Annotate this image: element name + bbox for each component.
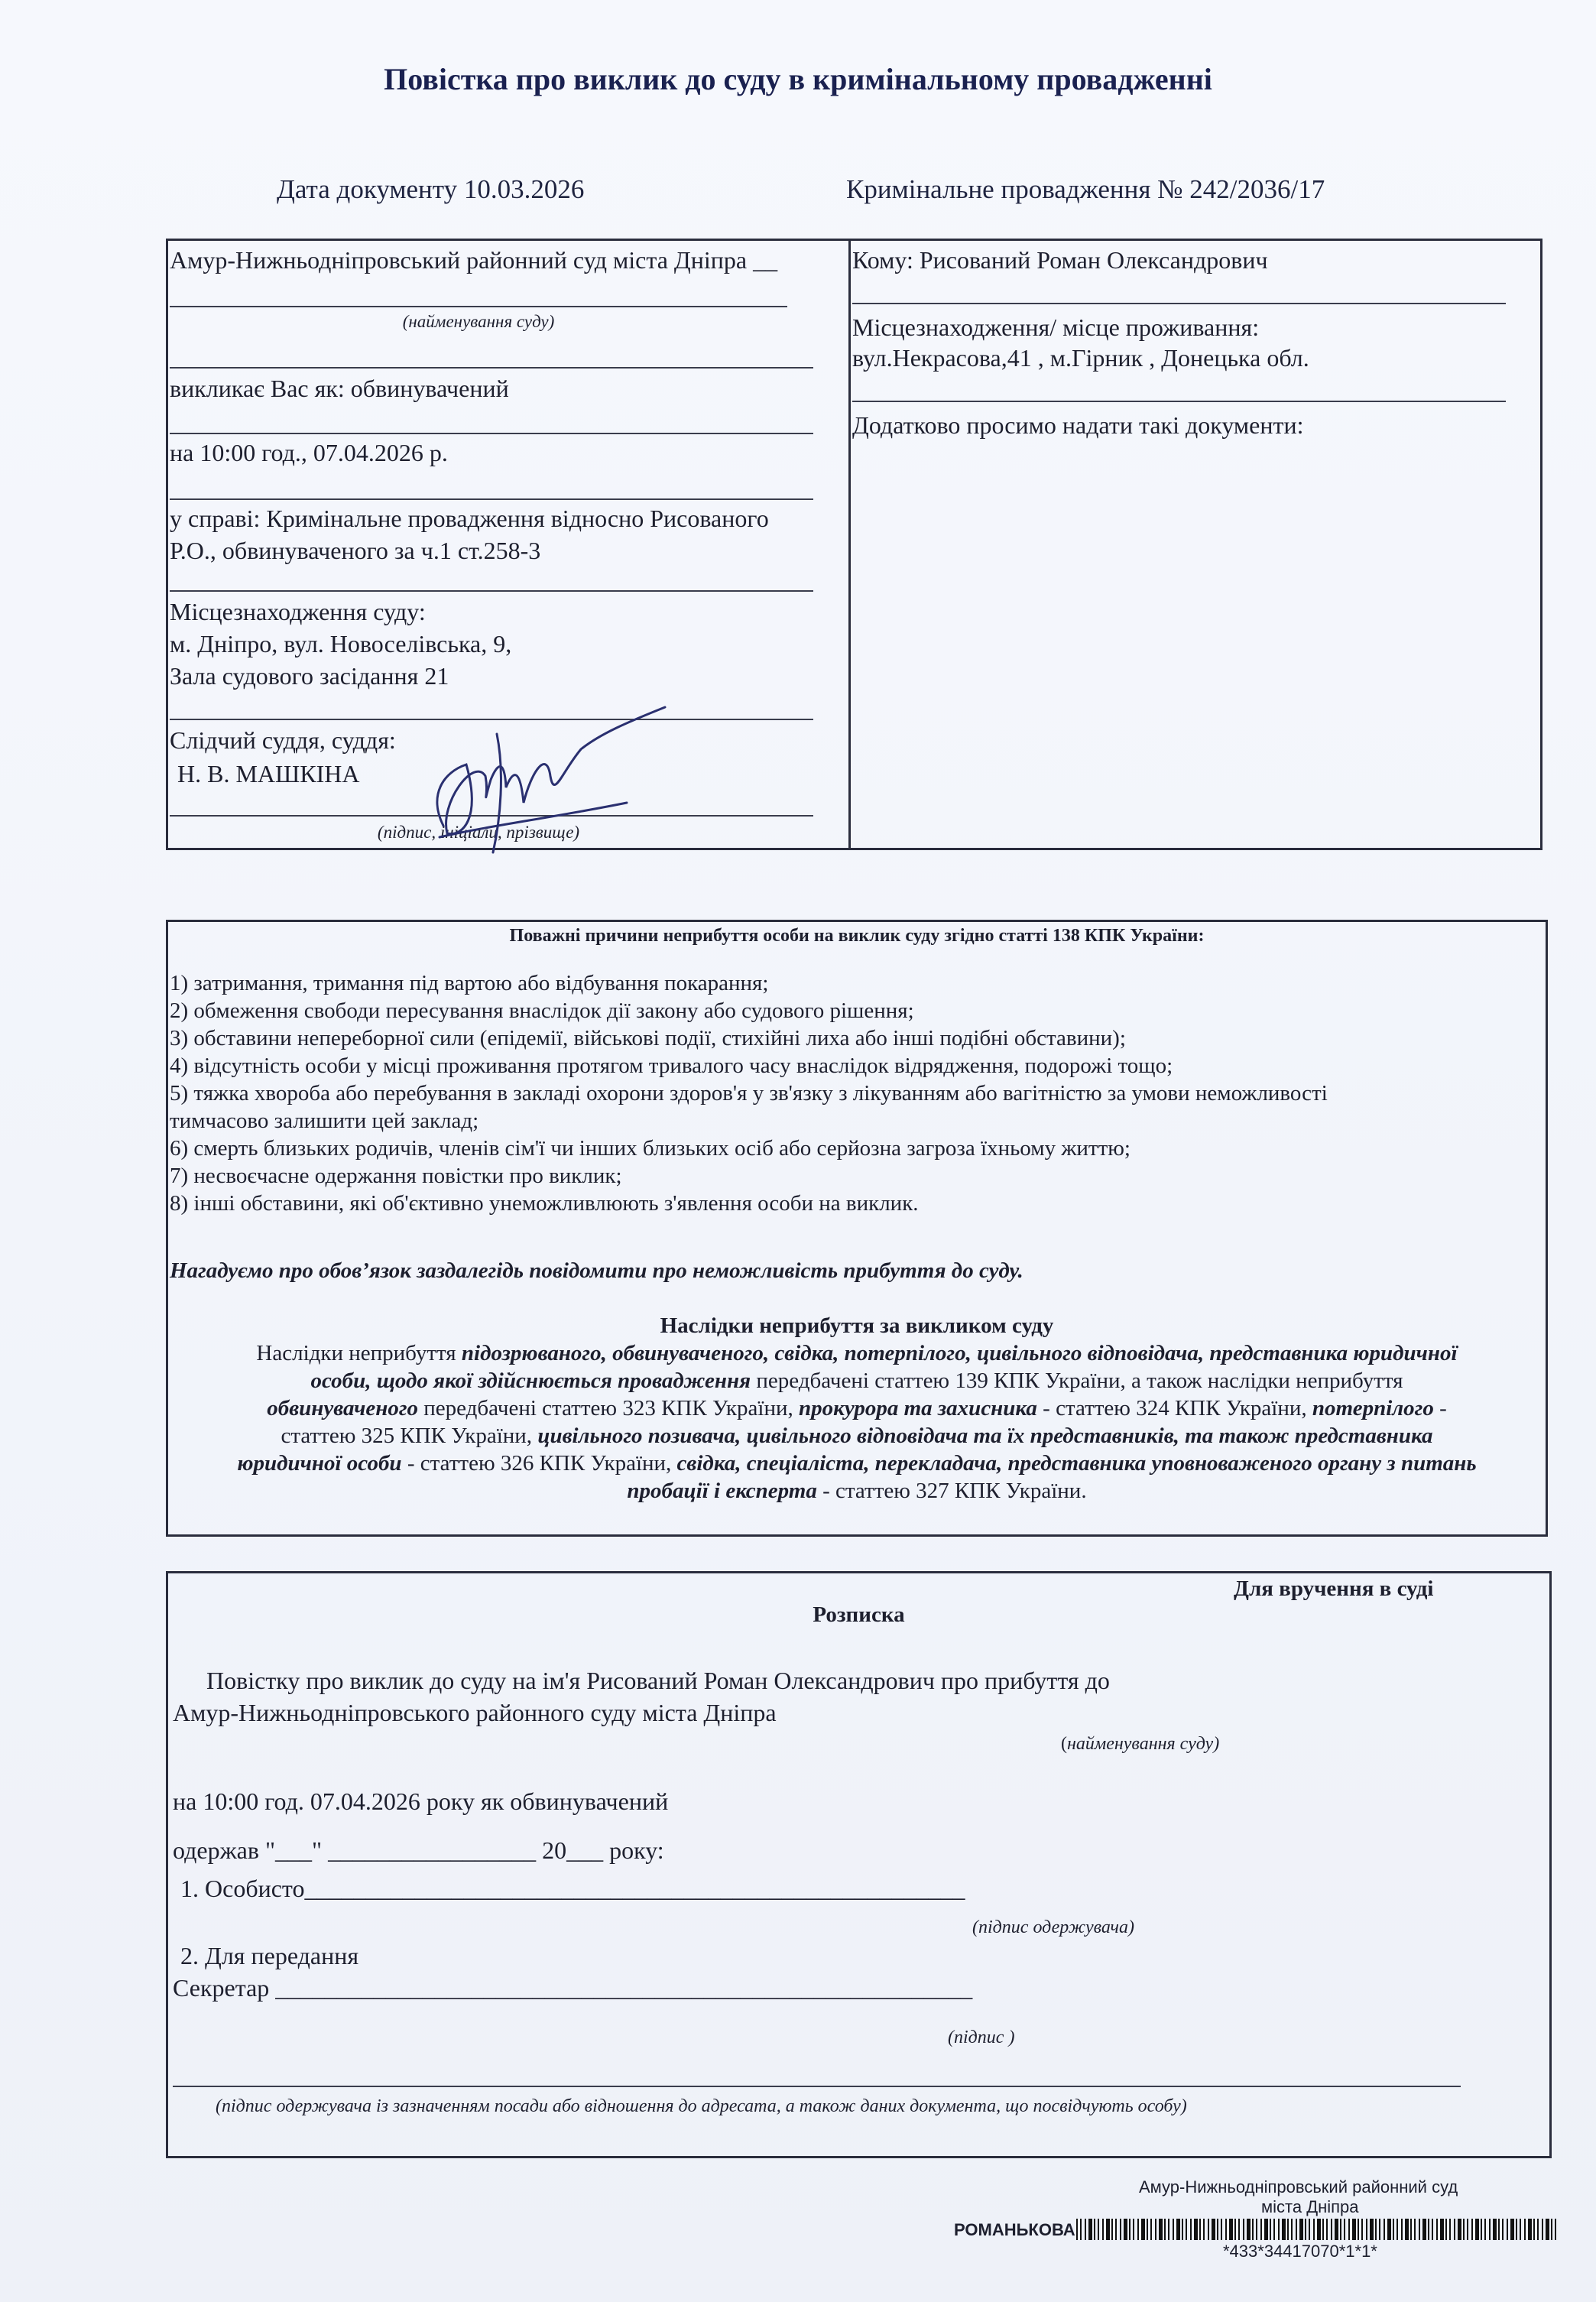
barcode-bar [1243, 2219, 1244, 2240]
court-location-address: м. Дніпро, вул. Новоселівська, 9, [170, 630, 512, 657]
reason-item: 8) інші обставини, які об'єктивно унеможливлюють з'явлення особи на виклик. [170, 1191, 919, 1216]
personal-signature-line: 1. Особисто______________________________________________________ [180, 1875, 965, 1902]
barcode-bar [1190, 2219, 1192, 2240]
barcode-bar [1370, 2219, 1374, 2240]
reason-item: 5) тяжка хвороба або перебування в закладі охорони здоров'я у зв'язку з лікуванням або вагітністю за умови неможливості [170, 1081, 1328, 1106]
barcode-bar [1217, 2219, 1218, 2240]
text-run: підозрюваного, обвинуваченого, свідка, потерпілого, цивільного відповідача, представника юридичної [461, 1341, 1458, 1365]
barcode-bar [1533, 2219, 1535, 2240]
barcode-bar [1555, 2219, 1556, 2240]
rule [170, 590, 813, 592]
barcode-bar [1080, 2219, 1082, 2240]
consequences-title: Наслідки неприбуття за викликом суду [660, 1313, 1054, 1338]
barcode-bar [1299, 2219, 1303, 2240]
barcode-bar [1410, 2219, 1412, 2240]
barcode-bar [1203, 2219, 1205, 2240]
document-title: Повістка про виклик до суду в кримінальному провадженні [384, 62, 1212, 96]
barcode-bar [1150, 2219, 1152, 2240]
barcode-bar [1252, 2219, 1254, 2240]
rule [170, 433, 813, 434]
barcode-bar [1393, 2219, 1394, 2240]
barcode-bar [1467, 2219, 1468, 2240]
hearing-time: на 10:00 год., 07.04.2026 р. [170, 439, 448, 466]
barcode-bar [1458, 2219, 1461, 2240]
barcode-bar [1194, 2219, 1198, 2240]
barcode-bar [1358, 2219, 1359, 2240]
recipient: Кому: Рисований Роман Олександрович [852, 246, 1268, 274]
barcode-bar [1094, 2219, 1095, 2240]
barcode-bar [1098, 2219, 1099, 2240]
consequences-text [170, 1339, 1544, 1505]
barcode-bar [1493, 2219, 1497, 2240]
rule [173, 2086, 1461, 2087]
text-run: - статтею 324 КПК України, [1036, 1396, 1312, 1420]
receipt-line-2: Амур-Нижньодніпровського районного суду міста Дніпра [173, 1699, 777, 1726]
barcode-bar [1085, 2219, 1086, 2240]
barcode-bar [1507, 2219, 1508, 2240]
barcode-bar [1111, 2219, 1113, 2240]
barcode-bar [1260, 2219, 1262, 2240]
barcode-bar [1296, 2219, 1297, 2240]
barcode-bar [1186, 2219, 1187, 2240]
for-court-label: Для вручення в суді [1234, 1576, 1434, 1601]
barcode-bar [1542, 2219, 1543, 2240]
barcode-bar [1405, 2219, 1409, 2240]
barcode-bar [1422, 2219, 1426, 2240]
reason-item: 4) відсутність особи у місці проживання протягом тривалого часу внаслідок відрядження, подорожі тощо; [170, 1054, 1173, 1078]
secretary-signature-line: Секретар _________________________________________________________ [173, 1974, 973, 2002]
barcode-bar [1510, 2219, 1514, 2240]
case-line-2: Р.О., обвинуваченого за ч.1 ст.258-3 [170, 537, 541, 564]
barcode-bar [1546, 2219, 1549, 2240]
secretary-caption: (підпис ) [948, 2028, 1015, 2047]
barcode-bar [1305, 2219, 1306, 2240]
barcode-bar [1352, 2219, 1356, 2240]
barcode-bar [1133, 2219, 1134, 2240]
barcode-bar [1088, 2219, 1092, 2240]
text-run: особи, щодо якої здійснюється провадження [310, 1369, 751, 1393]
barcode-bar [1516, 2219, 1517, 2240]
rule [852, 401, 1506, 402]
barcode-bar [1366, 2219, 1367, 2240]
reason-item: 1) затримання, тримання під вартою або відбування покарання; [170, 971, 769, 995]
rule [852, 303, 1506, 304]
barcode-bar [1182, 2219, 1183, 2240]
barcode-bar [1115, 2219, 1117, 2240]
barcode-bar [1481, 2219, 1482, 2240]
barcode-bar [1278, 2219, 1280, 2240]
barcode-bar [1489, 2219, 1491, 2240]
barcode-bar [1471, 2219, 1473, 2240]
footer-court-line-1: Амур-Нижньодніпровський районний суд [1139, 2177, 1458, 2196]
barcode-bar [1331, 2219, 1332, 2240]
receipt-court-caption [1061, 1734, 1219, 1755]
barcode-bar [1273, 2219, 1275, 2240]
text-run: юридичної особи [237, 1451, 402, 1476]
barcode-bar [1396, 2219, 1398, 2240]
receipt-time: на 10:00 год. 07.04.2026 року як обвинувачений [173, 1787, 669, 1815]
barcode-bar [1137, 2219, 1139, 2240]
barcode-bar [1270, 2219, 1271, 2240]
barcode-bar [1379, 2219, 1380, 2240]
court-location-label: Місцезнаходження суду: [170, 598, 426, 625]
reason-item: 7) несвоєчасне одержання повістки про виклик; [170, 1164, 622, 1188]
receipt-title: Розписка [813, 1602, 905, 1627]
barcode-bar [1168, 2219, 1169, 2240]
barcode-bar [1340, 2219, 1341, 2240]
barcode-bar [1375, 2219, 1377, 2240]
barcode-bar [1432, 2219, 1433, 2240]
reminder-text: Нагадуємо про обов’язок заздалегідь повідомити про неможливість прибуття до суду. [170, 1258, 1023, 1283]
barcode-bar [1537, 2219, 1539, 2240]
text-run: - статтею 326 КПК України, [401, 1451, 677, 1476]
text-run: потерпілого [1312, 1396, 1434, 1420]
barcode-bar [1384, 2219, 1385, 2240]
text-run: цивільного позивача, цивільного відповідача та їх представників, та також представника [537, 1424, 1433, 1448]
barcode-bar [1551, 2219, 1552, 2240]
text-run: прокурора та захисника [799, 1396, 1037, 1420]
barcode-bar [1419, 2219, 1420, 2240]
receipt-bottom-caption: (підпис одержувача із зазначенням посади або відношення до адресата, а також даних документа, що посвідчують особу) [216, 2096, 1187, 2116]
document-date: Дата документу 10.03.2026 [277, 174, 585, 204]
barcode-bar [1344, 2219, 1345, 2240]
judge-label: Слідчий суддя, суддя: [170, 726, 396, 754]
barcode-bar [1256, 2219, 1257, 2240]
barcode-bar [1159, 2219, 1163, 2240]
barcode-bar [1484, 2219, 1486, 2240]
barcode-bar [1221, 2219, 1222, 2240]
text-run: обвинуваченого [267, 1396, 419, 1420]
text-run: пробації і експерта [627, 1479, 817, 1503]
barcode-bar [1164, 2219, 1166, 2240]
barcode-bar [1361, 2219, 1363, 2240]
barcode-bar [1129, 2219, 1130, 2240]
barcode-bar [1238, 2219, 1240, 2240]
caption-text: найменування суду) [1067, 1734, 1220, 1754]
caption-paren: ( [1061, 1734, 1067, 1754]
barcode-bar [1520, 2219, 1521, 2240]
barcode-bar [1502, 2219, 1504, 2240]
column-divider [848, 239, 851, 850]
residence-value: вул.Некрасова,41 , м.Гірник , Донецька обл. [852, 344, 1309, 372]
barcode-bar [1440, 2219, 1444, 2240]
barcode-bar [1348, 2219, 1350, 2240]
barcode-bar [1076, 2219, 1078, 2240]
barcode-bar [1309, 2219, 1310, 2240]
court-room: Зала судового засідання 21 [170, 662, 449, 690]
rule [170, 306, 787, 307]
text-run: статтею 325 КПК України, [281, 1424, 538, 1448]
barcode-bar [1199, 2219, 1201, 2240]
barcode-bar [1102, 2219, 1104, 2240]
text-run: передбачені статтею 139 КПК України, а також наслідки неприбуття [751, 1369, 1403, 1393]
barcode-bar [1414, 2219, 1416, 2240]
barcode-bar [1454, 2219, 1455, 2240]
barcode-bar [1449, 2219, 1451, 2240]
barcode-text: *433*34417070*1*1* [1223, 2242, 1377, 2261]
barcode-bar [1335, 2219, 1338, 2240]
barcode-bar [1401, 2219, 1403, 2240]
text-run: передбачені статтею 323 КПК України, [418, 1396, 799, 1420]
signature-caption: (підпис, ініціали, прізвище) [377, 823, 580, 842]
court-name: Амур-Нижньодніпровський районний суд міста Дніпра __ [170, 246, 778, 274]
judge-signature [397, 703, 673, 856]
barcode-bar [1173, 2219, 1174, 2240]
text-run: свідка, спеціаліста, перекладача, представника уповноваженого органу з питань [676, 1451, 1477, 1476]
case-number: Кримінальне провадження № 242/2036/17 [846, 174, 1325, 204]
text-run: Наслідки неприбуття [256, 1341, 462, 1365]
footer-court-line-2: міста Дніпра [1261, 2197, 1359, 2216]
barcode-bar [1247, 2219, 1251, 2240]
rule [170, 367, 813, 369]
reason-item: 6) смерть близьких родичів, членів сім'ї чи інших близьких осіб або серйозна загроза їхньому життю; [170, 1136, 1130, 1161]
barcode-bar [1124, 2219, 1127, 2240]
court-caption: (найменування суду) [402, 312, 555, 331]
barcode-bar [1326, 2219, 1328, 2240]
footer-clerk-name: РОМАНЬКОВА [954, 2220, 1075, 2239]
receipt-line-1: Повістку про виклик до суду на ім'я Рисований Роман Олександрович про прибуття до [206, 1667, 1110, 1694]
case-line-1: у справі: Кримінальне провадження відносно Рисованого [170, 505, 769, 532]
summons-role: викликає Вас як: обвинувачений [170, 375, 509, 402]
barcode-bar [1287, 2219, 1289, 2240]
barcode-bar [1524, 2219, 1526, 2240]
barcode-bar [1208, 2219, 1209, 2240]
barcode-bar [1322, 2219, 1324, 2240]
barcode-bar [1498, 2219, 1500, 2240]
barcode-bar [1317, 2219, 1321, 2240]
barcode-bar [1176, 2219, 1180, 2240]
barcode-bar [1445, 2219, 1447, 2240]
barcode-bar [1428, 2219, 1429, 2240]
barcode-bar [1212, 2219, 1215, 2240]
documents-label: Додатково просимо надати такі документи: [852, 411, 1304, 439]
barcode-bar [1120, 2219, 1121, 2240]
barcode-bar [1155, 2219, 1156, 2240]
barcode-bar [1141, 2219, 1145, 2240]
barcode-bar [1234, 2219, 1236, 2240]
barcode-bar [1225, 2219, 1227, 2240]
barcode-bar [1264, 2219, 1268, 2240]
barcode-bar [1282, 2219, 1286, 2240]
barcode-bar [1387, 2219, 1391, 2240]
reasons-title: Поважні причини неприбуття особи на виклик суду згідно статті 138 КПК України: [509, 926, 1205, 946]
personal-signature-caption: (підпис одержувача) [972, 1917, 1134, 1937]
text-run: - статтею 327 КПК України. [816, 1479, 1087, 1503]
barcode-bar [1106, 2219, 1110, 2240]
barcode-bar [1436, 2219, 1438, 2240]
barcode-bar [1475, 2219, 1479, 2240]
barcode-bar [1313, 2219, 1315, 2240]
barcode-icon [1076, 2217, 1558, 2242]
reason-item: тимчасово залишити цей заклад; [170, 1109, 479, 1133]
text-run: - [1433, 1396, 1447, 1420]
rule [170, 498, 813, 500]
transfer-label: 2. Для передання [180, 1942, 359, 1969]
barcode-bar [1291, 2219, 1293, 2240]
received-date-line: одержав "___" _________________ 20___ року: [173, 1836, 664, 1864]
barcode-bar [1147, 2219, 1148, 2240]
reason-item: 2) обмеження свободи пересування внаслідок дії закону або судового рішення; [170, 998, 914, 1023]
reason-item: 3) обставини непереборної сили (епідемії, військові події, стихійні лиха або інші подібні обставини); [170, 1026, 1126, 1050]
reasons-list [170, 969, 1538, 1217]
judge-name: Н. В. МАШКІНА [177, 760, 360, 787]
barcode-bar [1229, 2219, 1233, 2240]
barcode-bar [1463, 2219, 1465, 2240]
barcode-bar [1528, 2219, 1532, 2240]
residence-label: Місцезнаходження/ місце проживання: [852, 313, 1260, 341]
